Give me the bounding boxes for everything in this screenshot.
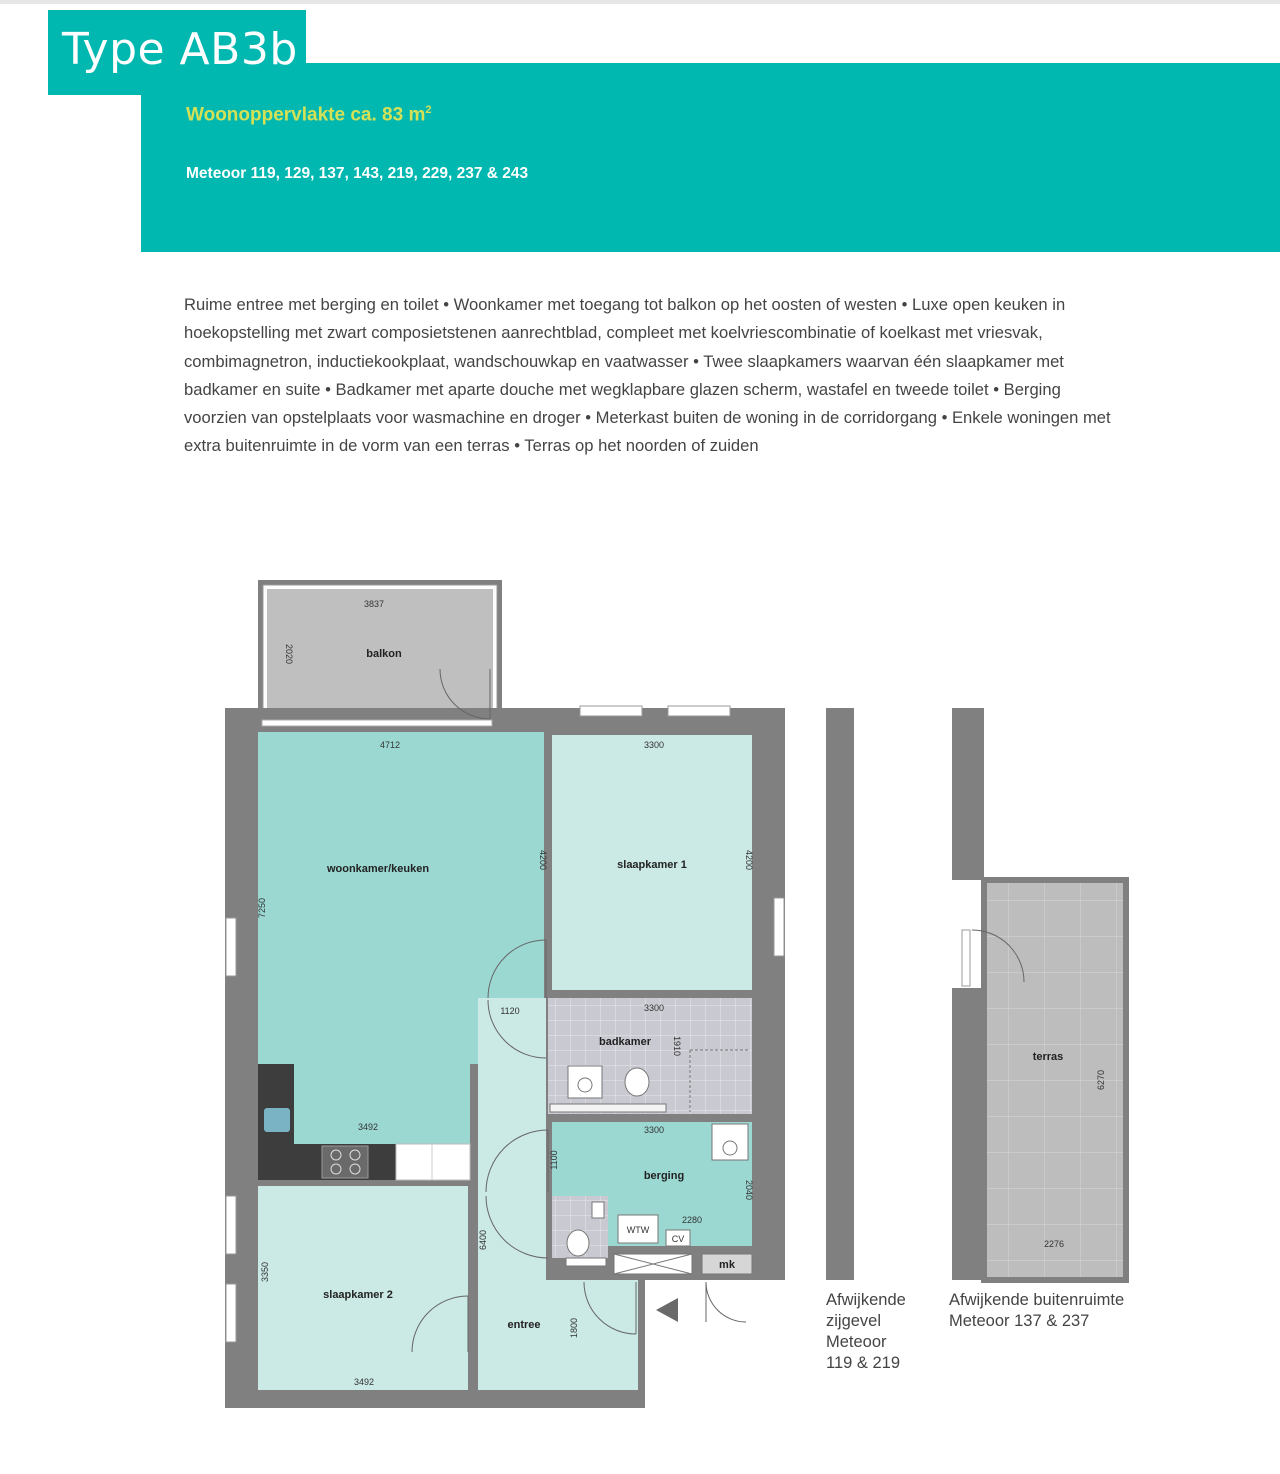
living-surface-sup: 2 <box>425 104 432 116</box>
dim-woon-width-bottom: 3492 <box>357 1122 379 1132</box>
dim-berg-height-2: 2040 <box>744 1179 754 1201</box>
type-title: Type AB3b <box>62 24 298 75</box>
label-entree: entree <box>507 1319 541 1331</box>
label-terras: terras <box>1032 1051 1064 1063</box>
note-outdoor-space <box>949 1290 1124 1332</box>
dim-bad-width: 3300 <box>643 1003 665 1013</box>
label-woonkamer: woonkamer/keuken <box>326 863 430 875</box>
label-badkamer: badkamer <box>599 1036 651 1048</box>
wtw-label: WTW <box>626 1225 650 1235</box>
label-slaapkamer-1: slaapkamer 1 <box>617 859 687 871</box>
dim-hall-width: 1120 <box>500 1006 520 1016</box>
description: Ruime entree met berging en toilet • Woonkamer met toegang tot balkon op het oosten of westen • Luxe open keuken in hoekopstelling met zwart composietstenen aanrechtblad, compleet met koelvriescombinatie of koelkast met vriesvak, combimagnetron, inductiekookplaat, wandschouwkap en vaatwasser • Twee slaapkamers waarvan één slaapkamer met badkamer en suite • Badkamer met aparte douche met wegklapbare glazen scherm, wastafel en tweede toilet • Berging voorzien van opstelplaats voor wasmachine en droger • Meterkast buiten de woning in de corridorgang • Enkele woningen met extra buitenruimte in de vorm van een terras • Terras op het noorden of zuiden <box>184 295 1111 456</box>
terrace <box>952 708 1126 1280</box>
dim-terras-width: 2276 <box>1043 1239 1065 1249</box>
dim-berg-width: 3300 <box>643 1125 665 1135</box>
unit-numbers: Meteoor 119, 129, 137, 143, 219, 229, 237 & 243 <box>186 165 529 182</box>
dim-woon-height: 7250 <box>257 897 267 919</box>
side-facade-strip <box>826 708 854 1280</box>
dim-woon-width-top: 4712 <box>379 740 401 750</box>
dim-entree-height: 6400 <box>478 1229 488 1251</box>
dim-bad-height: 1910 <box>672 1035 682 1057</box>
note-outdoor-space-line-2: Meteoor 137 & 237 <box>949 1312 1090 1330</box>
label-balkon: balkon <box>366 648 402 660</box>
dim-slp2-height: 3350 <box>260 1261 270 1283</box>
dim-slp2-width: 3492 <box>353 1377 375 1387</box>
dim-slp1-width: 3300 <box>643 740 665 750</box>
bedroom-2 <box>258 1186 468 1390</box>
living-room-lower <box>294 1064 470 1144</box>
living-surface-text: Woonoppervlakte ca. 83 m <box>186 104 426 126</box>
cooktop <box>322 1146 368 1178</box>
label-berging: berging <box>643 1170 685 1182</box>
note-side-facade <box>826 1290 906 1374</box>
dim-berg-width-2: 2280 <box>681 1215 703 1225</box>
note-side-facade-line-3: Meteoor <box>826 1333 887 1351</box>
dim-balkon-height: 2020 <box>284 643 294 665</box>
dim-terras-height: 6270 <box>1096 1069 1106 1091</box>
label-slaapkamer-2: slaapkamer 2 <box>323 1289 393 1301</box>
note-side-facade-line-1: Afwijkende <box>826 1291 906 1309</box>
dim-slp1-height: 4200 <box>744 849 754 871</box>
dim-berg-height-1: 1100 <box>549 1150 559 1170</box>
dim-balkon-width: 3837 <box>363 599 385 609</box>
note-side-facade-line-4: 119 & 219 <box>826 1354 901 1372</box>
note-side-facade-line-2: zijgevel <box>826 1312 882 1330</box>
shaft <box>614 1254 692 1274</box>
entrance <box>478 1280 638 1390</box>
dim-woon-height-2: 4200 <box>538 849 548 871</box>
mk-label: mk <box>719 1259 735 1271</box>
note-outdoor-space-line-1: Afwijkende buitenruimte <box>949 1291 1125 1309</box>
entrance-arrow-icon <box>656 1298 678 1322</box>
cv-label: CV <box>671 1234 685 1244</box>
dim-entree-height-2: 1800 <box>569 1317 579 1339</box>
